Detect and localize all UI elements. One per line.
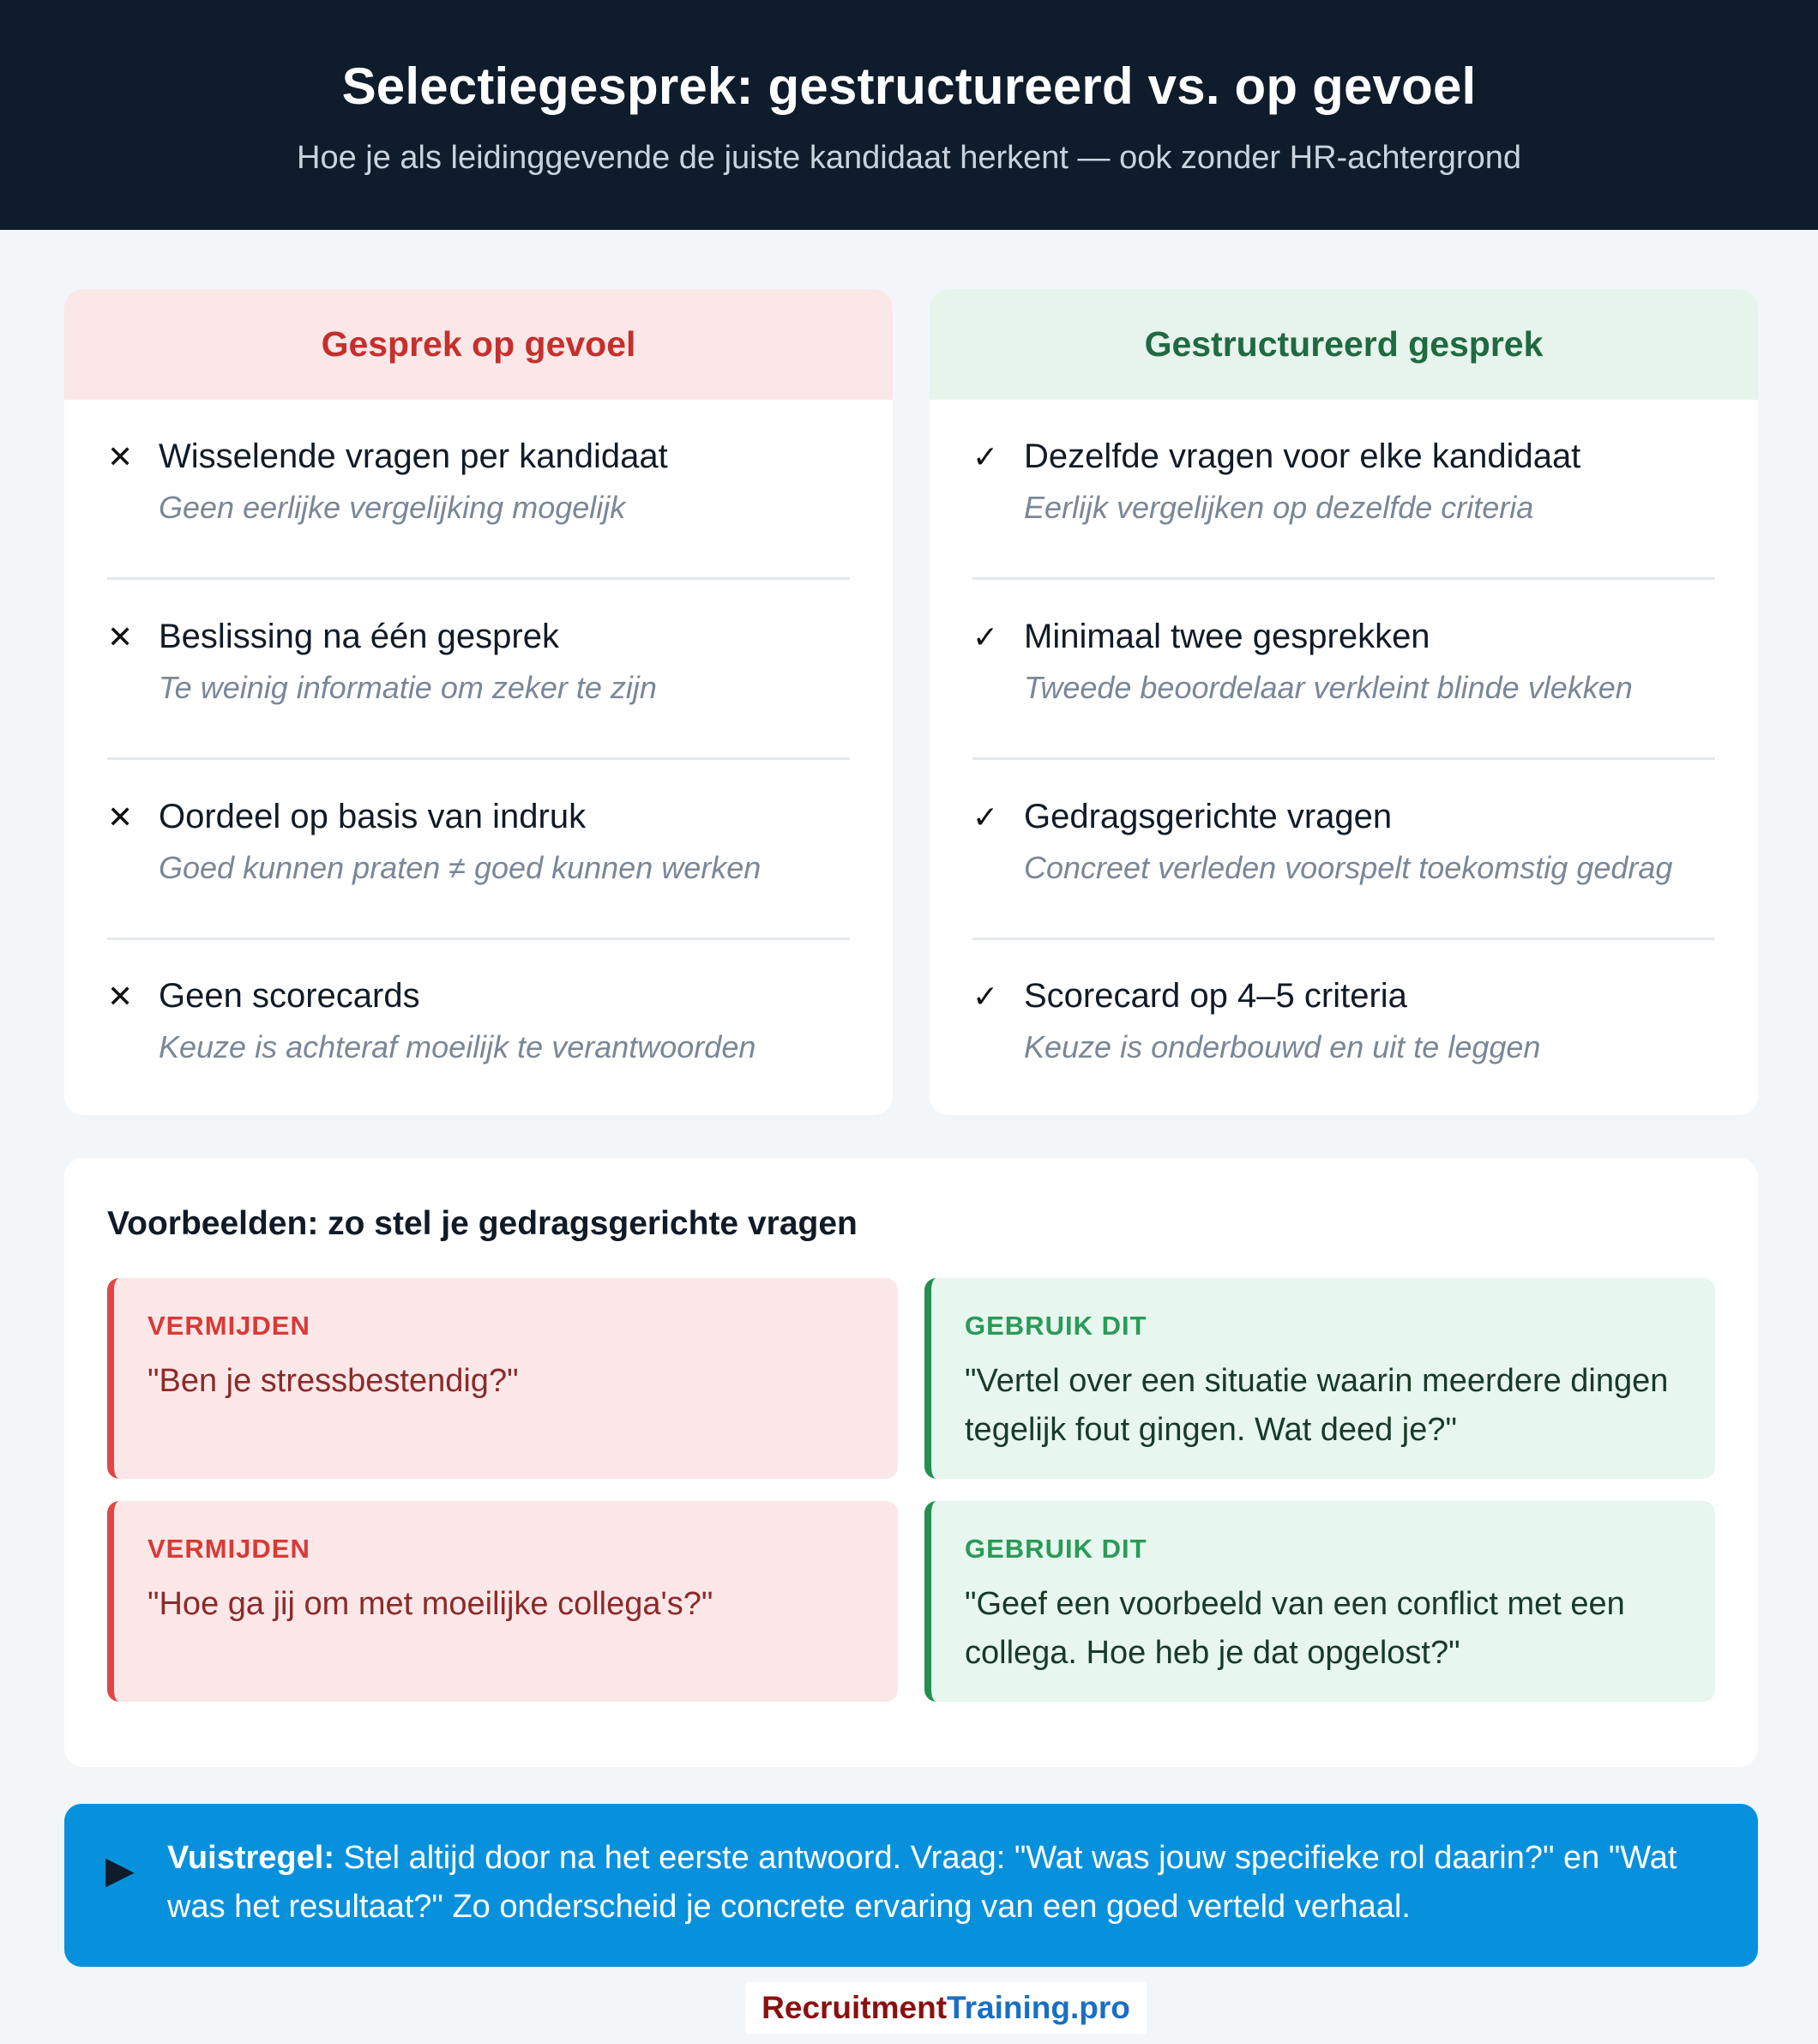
rule-label: Vuistregel:	[167, 1840, 334, 1876]
item-title: Wisselende vragen per kandidaat	[159, 437, 668, 475]
example-use	[924, 1501, 1715, 1702]
item-subtitle: Eerlijk vergelijken op dezelfde criteria	[1024, 490, 1534, 525]
example-use	[924, 1278, 1715, 1479]
item-title: Scorecard op 4–5 criteria	[1024, 977, 1407, 1015]
rule-text	[167, 1834, 1728, 1932]
check-icon: ✓	[972, 439, 999, 474]
list-item	[107, 939, 850, 1115]
list-item	[107, 400, 850, 580]
list-item	[972, 760, 1715, 940]
item-subtitle: Geen eerlijke vergelijking mogelijk	[159, 490, 626, 525]
example-label: VERMIJDEN	[147, 1311, 310, 1341]
example-question: "Ben je stressbestendig?"	[147, 1363, 519, 1399]
cross-icon: ✕	[107, 799, 134, 835]
item-subtitle: Keuze is achteraf moeilijk te verantwoorden	[159, 1029, 756, 1064]
list-item	[972, 400, 1715, 580]
play-icon: ▶	[105, 1849, 135, 1891]
examples-panel	[64, 1158, 1758, 1767]
item-subtitle: Concreet verleden voorspelt toekomstig gedrag	[1024, 850, 1673, 885]
item-title: Oordeel op basis van indruk	[159, 798, 587, 835]
item-title: Dezelfde vragen voor elke kandidaat	[1024, 437, 1581, 475]
column-heading-gestructureerd: Gestructureerd gesprek	[930, 289, 1758, 400]
cross-icon: ✕	[107, 439, 134, 474]
example-avoid	[107, 1501, 898, 1702]
check-icon: ✓	[972, 799, 999, 835]
example-avoid	[107, 1278, 898, 1479]
example-label: GEBRUIK DIT	[965, 1311, 1147, 1341]
item-title: Gedragsgerichte vragen	[1024, 798, 1393, 835]
item-subtitle: Tweede beoordelaar verkleint blinde vlekken	[1024, 670, 1633, 705]
example-label: GEBRUIK DIT	[965, 1534, 1147, 1564]
rule-body: Stel altijd door na het eerste antwoord. Vraag: "Wat was jouw specifieke rol daarin?" en "Wat was het resultaat?" Zo onderscheid je concrete ervaring van een goed verteld verhaal.	[167, 1840, 1677, 1925]
item-subtitle: Goed kunnen praten ≠ goed kunnen werken	[159, 850, 762, 885]
logo-part-recruitment: Recruitment	[762, 1990, 948, 2025]
item-title: Beslissing na één gesprek	[159, 618, 559, 655]
example-question: "Geef een voorbeeld van een conflict met een collega. Hoe heb je dat opgelost?"	[965, 1586, 1625, 1671]
item-subtitle: Keuze is onderbouwd en uit te leggen	[1024, 1029, 1541, 1064]
list-item	[972, 580, 1715, 760]
brand-logo	[745, 1982, 1147, 2034]
rule-of-thumb-banner	[64, 1804, 1758, 1967]
examples-heading: Voorbeelden: zo stel je gedragsgerichte vragen	[107, 1205, 858, 1242]
check-icon: ✓	[972, 979, 999, 1014]
list-item	[972, 939, 1715, 1115]
column-heading-gevoel: Gesprek op gevoel	[64, 289, 893, 400]
example-label: VERMIJDEN	[147, 1534, 310, 1564]
example-question: "Hoe ga jij om met moeilijke collega's?"	[147, 1586, 713, 1622]
check-icon: ✓	[972, 619, 999, 654]
list-item	[107, 760, 850, 940]
item-subtitle: Te weinig informatie om zeker te zijn	[159, 670, 657, 705]
example-question: "Vertel over een situatie waarin meerdere dingen tegelijk fout gingen. Wat deed je?"	[965, 1363, 1669, 1448]
item-title: Minimaal twee gesprekken	[1024, 618, 1430, 655]
list-item	[107, 580, 850, 760]
item-title: Geen scorecards	[159, 977, 420, 1015]
column-gevoel	[64, 289, 893, 1115]
cross-icon: ✕	[107, 979, 134, 1014]
logo-part-training: Training.pro	[947, 1990, 1130, 2025]
cross-icon: ✕	[107, 619, 134, 654]
page-title: Selectiegesprek: gestructureerd vs. op gevoel	[341, 57, 1477, 115]
page-header	[0, 0, 1818, 230]
column-gestructureerd	[930, 289, 1758, 1115]
page-subtitle: Hoe je als leidinggevende de juiste kandidaat herkent — ook zonder HR-achtergrond	[297, 140, 1521, 176]
